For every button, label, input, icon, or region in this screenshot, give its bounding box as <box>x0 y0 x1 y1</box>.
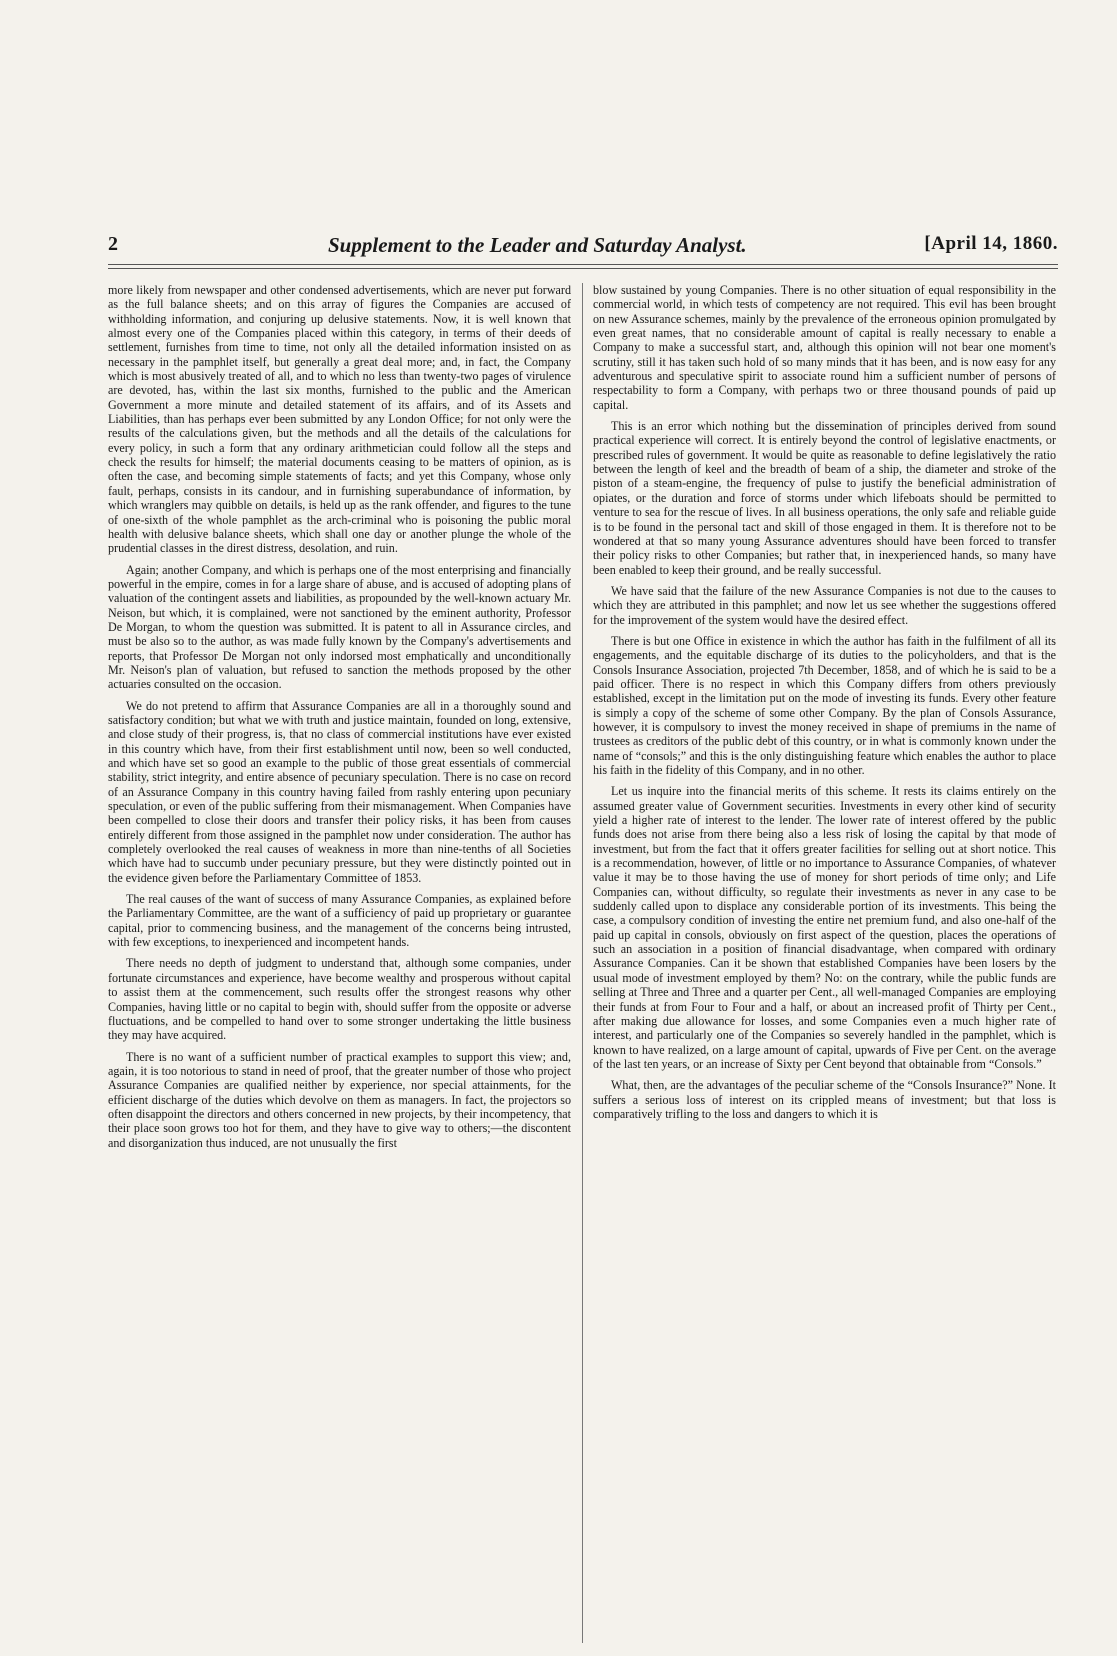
publication-title: Supplement to the Leader and Saturday Analyst. <box>328 233 747 257</box>
paragraph: There is but one Office in existence in which the author has faith in the fulfilment of all its engagements, and the equitable discharge of its duties to the policyholders, and that is the Consols Insurance Association, projected 7th December, 1858, and of which he is said to be a paid officer. There is no respect in which this Company differs from others previously established, except in the limitation put on the mode of investing its funds. Every other feature is simply a copy of the scheme of some other Company. By the plan of Consols Assurance, however, it is compulsory to invest the money received in shape of premiums in the name of trustees as creditors of the public debt of this country, or in what is commonly known under the name of “consols;” and this is the only distinguishing feature which enables the author to place his faith in the fidelity of this Company, and in no other. <box>593 633 1056 777</box>
paragraph: There is no want of a sufficient number of practical examples to support this view; and, again, it is too notorious to stand in need of proof, that the greater number of those who project Assurance Companies are qualified neither by experience, nor special attainments, for the efficient discharge of the duties which devolve on them as managers. In fact, the projectors so often disappoint the directors and others concerned in new projects, by their incompetency, that their place soon grows too hot for them, and they have to give way to others;—the discontent and disorganization thus induced, are not unusually the first <box>108 1049 571 1150</box>
right-column <box>593 283 1056 1643</box>
paragraph: blow sustained by young Companies. There is no other situation of equal responsibility in the commercial world, in which tests of competency are not required. This evil has been brought on new Assurance schemes, mainly by the prevalence of the erroneous opinion promulgated by even great names, that no considerable amount of capital is really necessary to enable a Company to make a successful start, and, although this opinion will not bear one moment's scrutiny, still it has taken such hold of so many minds that it has been, and is now easy for any adventurous and speculative spirit to associate round him a sufficient number of persons of respectability to form a Company, with perhaps two or three thousand pounds of paid up capital. <box>593 283 1056 412</box>
page-header <box>108 233 1058 263</box>
paragraph: This is an error which nothing but the dissemination of principles derived from sound practical experience will correct. It is entirely beyond the control of legislative enactments, or prescribed rules of government. It would be quite as reasonable to define legislatively the ratio between the length of keel and the breadth of beam of a ship, the diameter and stroke of the piston of a steam-engine, the frequency of pulse to justify the beneficial administration of opiates, or the duration and force of storms under which lifeboats should be permitted to venture to sea for the rescue of lives. In all business operations, the only safe and reliable guide is to be found in the personal tact and skill of those engaged in them. It is therefore not to be wondered at that so many young Assurance adventures should have been forced to transfer their policy risks to other Companies; but rather that, in inexperienced hands, so many have been enabled to keep their ground, and be really successful. <box>593 419 1056 577</box>
paragraph: more likely from newspaper and other condensed advertisements, which are never put forward as the full balance sheets; and on this array of figures the Companies are accused of withholding information, and conjuring up delusive statements. Now, it is well known that almost every one of the Companies placed within this category, in terms of their deeds of settlement, furnishes from time to time, not only all the detailed information insisted on as necessary in the pamphlet itself, but generally a great deal more; and, in fact, the Company which is most abusively treated of all, and to which no less than twenty-two pages of virulence are devoted, has, within the last six months, furnished to the public and the American Government a more minute and detailed statement of its affairs, and of its Assets and Liabilities, than has perhaps ever been submitted by any London Office; for not only were the results of the calculations given, but the methods and all the details of the calculations for every policy, in such a form that any ordinary arithmetician could follow all the steps and check the results for himself; the material documents ceasing to be matters of opinion, as is often the case, and becoming simple statements of facts; and yet this Company, whose only fault, perhaps, consists in its candour, and in furnishing superabundance of information, by which wranglers may quibble on details, is held up as the rank offender, and figures to the tune of one-sixth of the whole pamphlet as the arch-criminal who is poisoning the public moral health with delusive balance sheets, which shall one day or another plunge the whole of the prudential classes in the direst distress, desolation, and ruin. <box>108 283 571 556</box>
header-rule-double <box>108 268 1058 269</box>
paragraph: Let us inquire into the financial merits of this scheme. It rests its claims entirely on the assumed greater value of Government securities. Investments in every other kind of security yield a higher rate of interest to the lender. The lower rate of interest offered by the public funds does not arise from there being also a less risk of losing the capital by that mode of investment, but from the fact that it offers greater facilities for selling out at short notice. This is a recommendation, however, of little or no importance to Assurance Companies, of whatever value it may be to those having the use of money for short periods of time only; and Life Companies can, without difficulty, so regulate their investments as never in any case to be suddenly called upon to displace any considerable portion of its investments. This being the case, a compulsory condition of investing the entire net premium fund, and also one-half of the paid up capital in consols, obviously on first aspect of the question, places the operations of such an association in a position of financial disadvantage, when compared with ordinary Assurance Companies. Can it be shown that established Companies have been losers by the usual mode of investment employed by them? No: on the contrary, while the public funds are selling at Three and Three and a quarter per Cent., all well-managed Companies are employing their funds at from Four to Four and a half, or about an increased profit of Thirty per Cent., after making due allowance for losses, and some Companies even a much higher rate of interest, and particularly one of the Companies so severely handled in the pamphlet, which is known to have realized, on a large amount of capital, upwards of Five per Cent. on the average of the last ten years, or an increase of Sixty per Cent beyond that obtainable from “Consols.” <box>593 784 1056 1071</box>
column-divider <box>582 283 583 1643</box>
paragraph: Again; another Company, and which is perhaps one of the most enterprising and financially powerful in the empire, comes in for a large share of abuse, and is accused of adopting plans of valuation of the contingent assets and liabilities, as propounded by the well-known actuary Mr. Neison, but which, it is complained, were not sanctioned by the eminent authority, Professor De Morgan, to whom the question was submitted. It is patent to all in Assurance circles, and must be also so to the author, as was made fully known by the Company's advertisements and reports, that Professor De Morgan not only indorsed most emphatically and unconditionally Mr. Neison's plan of valuation, but refused to sanction the methods proposed by the other actuaries consulted on the occasion. <box>108 562 571 692</box>
issue-date: [April 14, 1860. <box>924 233 1058 254</box>
page-number: 2 <box>108 233 118 255</box>
paragraph: There needs no depth of judgment to understand that, although some companies, under fortunate circumstances and experience, have become wealthy and prosperous without capital to assist them at the commencement, such results offer the strongest reasons why other Companies, having little or no capital to begin with, should suffer from the opposite or adverse fluctuations, and be compelled to hand over to some stronger undertaking the little business they may have acquired. <box>108 956 571 1043</box>
paragraph: The real causes of the want of success of many Assurance Companies, as explained before the Parliamentary Committee, are the want of a sufficiency of paid up proprietary or guarantee capital, prior to commencing business, and the management of the concerns being intrusted, with few exceptions, to inexperienced and incompetent hands. <box>108 892 571 950</box>
paragraph: We have said that the failure of the new Assurance Companies is not due to the causes to which they are attributed in this pamphlet; and now let us see whether the suggestions offered for the improvement of the system would have the desired effect. <box>593 583 1056 627</box>
left-column <box>108 283 571 1643</box>
header-rule <box>108 264 1058 265</box>
paragraph: We do not pretend to affirm that Assurance Companies are all in a thoroughly sound and satisfactory condition; but what we with truth and justice maintain, founded on long, extensive, and close study of their progress, is, that no class of commercial institutions have ever existed in this country which have, from their first establishment until now, been so well conducted, and which have set so good an example to the public of those great essentials of commercial stability, strict integrity, and entire absence of pecuniary speculation. There is no case on record of an Assurance Company in this country having failed from rashly entering upon pecuniary speculation, or even of the public suffering from their mismanagement. When Companies have been compelled to close their doors and transfer their policy risks, it has been from causes entirely different from those assigned in the pamphlet now under consideration. The author has completely overlooked the real causes of weakness in more than nine-tenths of all Societies which have had to succumb under pecuniary pressure, but they were distinctly pointed out in the evidence given before the Parliamentary Committee of 1853. <box>108 698 571 885</box>
paragraph: What, then, are the advantages of the peculiar scheme of the “Consols Insurance?” None. It suffers a serious loss of interest on its crippled means of investment; but that loss is comparatively trifling to the loss and dangers to which it is <box>593 1078 1056 1121</box>
